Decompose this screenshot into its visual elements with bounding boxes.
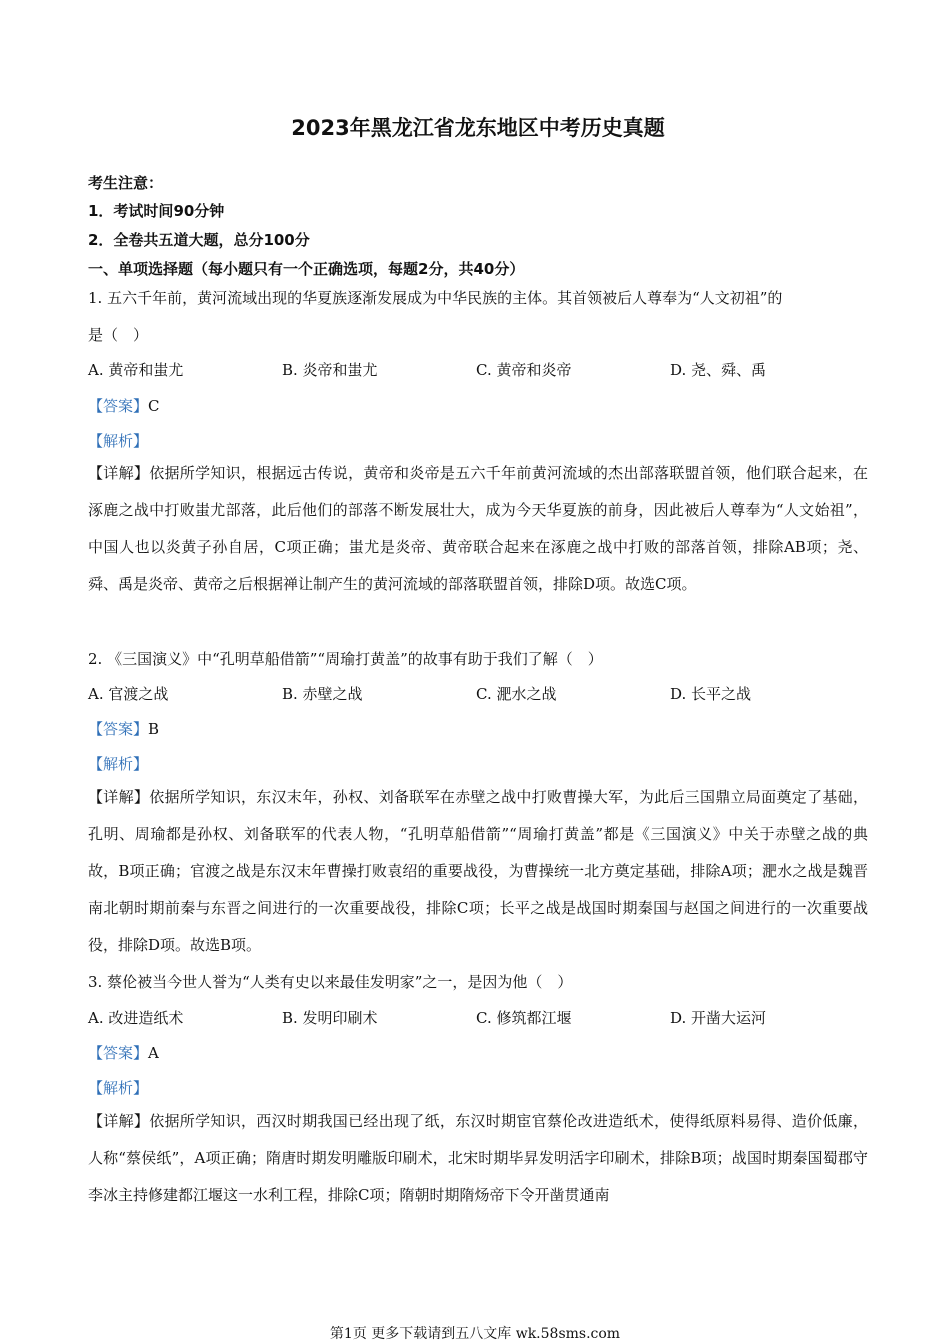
q2-option-d: D. 长平之战 bbox=[670, 685, 752, 703]
q1-answer-value: C bbox=[148, 397, 160, 415]
q3-analysis-tag: 【解析】 bbox=[88, 1079, 149, 1097]
q2-analysis-tag: 【解析】 bbox=[88, 755, 149, 773]
q1-option-d: D. 尧、舜、禹 bbox=[670, 361, 767, 379]
q1-answer bbox=[88, 395, 160, 416]
notice-heading: 考生注意： bbox=[88, 174, 164, 192]
notice-item-2: 2．全卷共五道大题，总分100分 bbox=[88, 231, 310, 249]
page-title: 2023年黑龙江省龙东地区中考历史真题 bbox=[291, 116, 665, 140]
q1-option-c: C. 黄帝和炎帝 bbox=[476, 361, 572, 379]
q3-answer-value: A bbox=[148, 1044, 159, 1062]
detail-tag: 【详解】 bbox=[88, 788, 150, 806]
q2-stem: 2. 《三国演义》中“孔明草船借箭”“周瑜打黄盖”的故事有助于我们了解（ ） bbox=[88, 650, 603, 668]
q1-stem-line1: 1. 五六千年前，黄河流域出现的华夏族逐渐发展成为中华民族的主体。其首领被后人尊奉为“人文初祖”的 bbox=[88, 289, 783, 307]
q1-detail-text: 依据所学知识，根据远古传说，黄帝和炎帝是五六千年前黄河流域的杰出部落联盟首领，他们联合起来，在涿鹿之战中打败蚩尤部落，此后他们的部落不断发展壮大，成为今天华夏族的前身，因此被后人尊奉为“人文始祖”，中国人也以炎黄子孙自居，C项正确；蚩尤是炎帝、黄帝联合起来在涿鹿之战中打败的部落首领，排除AB项；尧、舜、禹是炎帝、黄帝之后根据禅让制产生的黄河流域的部落联盟首领，排除D项。故选C项。 bbox=[88, 464, 868, 593]
q3-option-b: B. 发明印刷术 bbox=[282, 1009, 378, 1027]
answer-tag: 【答案】 bbox=[88, 720, 149, 738]
q3-answer bbox=[88, 1042, 159, 1063]
q1-option-a: A. 黄帝和蚩尤 bbox=[88, 361, 184, 379]
q1-option-b: B. 炎帝和蚩尤 bbox=[282, 361, 378, 379]
q2-detail bbox=[88, 779, 868, 964]
q3-stem: 3. 蔡伦被当今世人誉为“人类有史以来最佳发明家”之一，是因为他（ ） bbox=[88, 973, 573, 991]
q1-analysis-tag: 【解析】 bbox=[88, 432, 149, 450]
detail-tag: 【详解】 bbox=[88, 464, 150, 482]
q3-detail bbox=[88, 1103, 868, 1214]
page-footer: 第1页 更多下载请到五八文库 wk.58sms.com bbox=[329, 1326, 621, 1342]
q1-detail bbox=[88, 455, 868, 603]
q3-detail-text: 依据所学知识，西汉时期我国已经出现了纸，东汉时期宦官蔡伦改进造纸术，使得纸原料易得、造价低廉，人称“蔡侯纸”，A项正确；隋唐时期发明雕版印刷术，北宋时期毕昇发明活字印刷术，排除B项；战国时期秦国蜀郡守李冰主持修建都江堰这一水利工程，排除C项；隋朝时期隋炀帝下令开凿贯通南 bbox=[88, 1112, 868, 1204]
section-heading: 一、单项选择题（每小题只有一个正确选项，每题2分，共40分） bbox=[88, 260, 525, 278]
answer-tag: 【答案】 bbox=[88, 397, 149, 415]
answer-tag: 【答案】 bbox=[88, 1044, 149, 1062]
q2-detail-text: 依据所学知识，东汉末年，孙权、刘备联军在赤壁之战中打败曹操大军，为此后三国鼎立局面奠定了基础，孔明、周瑜都是孙权、刘备联军的代表人物，“孔明草船借箭”“周瑜打黄盖”都是《三国演义》中关于赤壁之战的典故，B项正确；官渡之战是东汉末年曹操打败袁绍的重要战役，为曹操统一北方奠定基础，排除A项；淝水之战是魏晋南北朝时期前秦与东晋之间进行的一次重要战役，排除C项；长平之战是战国时期秦国与赵国之间进行的一次重要战役，排除D项。故选B项。 bbox=[88, 788, 868, 954]
q3-option-d: D. 开凿大运河 bbox=[670, 1009, 767, 1027]
detail-tag: 【详解】 bbox=[88, 1112, 150, 1130]
q3-option-c: C. 修筑都江堰 bbox=[476, 1009, 572, 1027]
q2-option-c: C. 淝水之战 bbox=[476, 685, 557, 703]
q2-answer-value: B bbox=[148, 720, 160, 738]
q2-option-a: A. 官渡之战 bbox=[88, 685, 169, 703]
notice-item-1: 1．考试时间90分钟 bbox=[88, 202, 225, 220]
q3-option-a: A. 改进造纸术 bbox=[88, 1009, 184, 1027]
q2-option-b: B. 赤壁之战 bbox=[282, 685, 363, 703]
q2-answer bbox=[88, 718, 159, 739]
q1-stem-line2: 是（ ） bbox=[88, 326, 149, 344]
